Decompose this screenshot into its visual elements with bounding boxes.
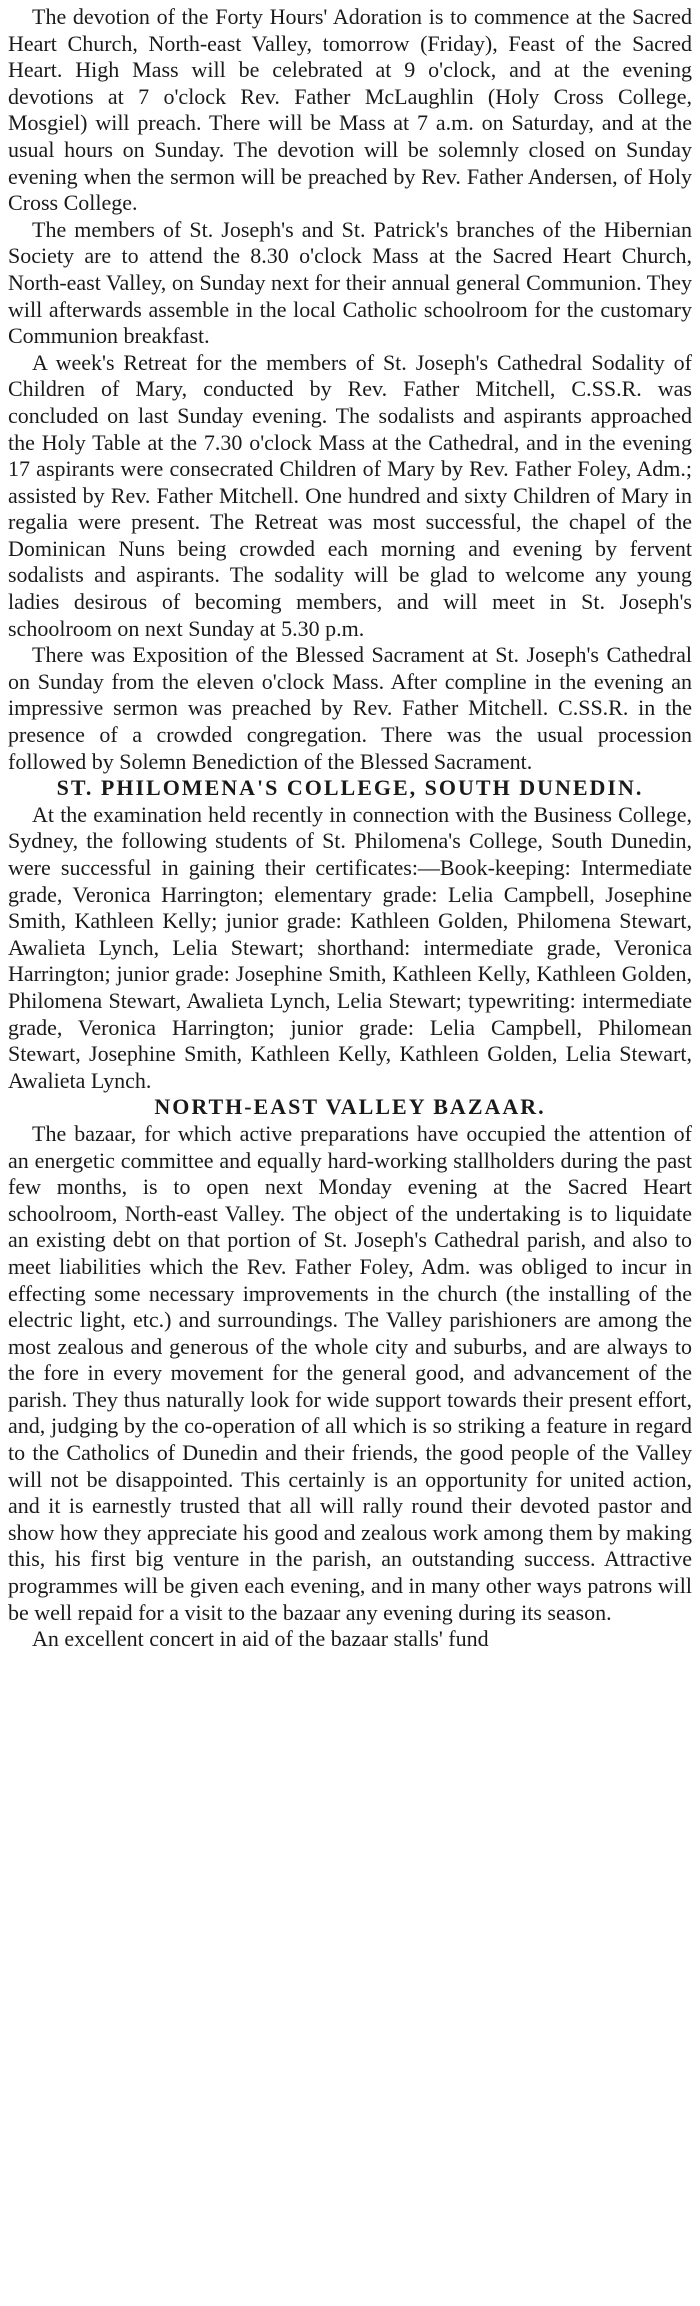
forty-hours-paragraph: The devotion of the Forty Hours' Adoration is to commence at the Sacred Heart Church, North-east Valley, tomorrow (Friday), Feast of the Sacred Heart. High Mass will be celebrated at 9 o'clock, and at the evening devotions at 7 o'clock Rev. Father McLaughlin (Holy Cross College, Mosgiel) will preach. There will be Mass at 7 a.m. on Saturday, and at the usual hours on Sunday. The devotion will be solemnly closed on Sunday evening when the sermon will be preached by Rev. Father Andersen, of Holy Cross College. — [8, 4, 692, 216]
st-philomenas-heading: ST. PHILOMENA'S COLLEGE, SOUTH DUNEDIN. — [56, 775, 644, 801]
concert-paragraph: An excellent concert in aid of the bazaar stalls' fund — [32, 1626, 489, 1652]
children-of-mary-retreat-paragraph: A week's Retreat for the members of St. Joseph's Cathedral Sodality of Children of Mary, conducted by Rev. Father Mitchell, C.SS.R. was concluded on last Sunday evening. The sodalists and aspirants approached the Holy Table at the 7.30 o'clock Mass at the Cathedral, and in the evening 17 aspirants were consecrated Children of Mary by Rev. Father Foley, Adm.; assisted by Rev. Father Mitchell. One hundred and sixty Children of Mary in regalia were present. The Retreat was most successful, the chapel of the Dominican Nuns being crowded each morning and evening by fervent sodalists and aspirants. The sodality will be glad to welcome any young ladies desirous of becoming members, and will meet in St. Joseph's schoolroom on next Sunday at 5.30 p.m. — [8, 349, 692, 641]
hibernian-society-paragraph: The members of St. Joseph's and St. Patrick's branches of the Hibernian Society are to attend the 8.30 o'clock Mass at the Sacred Heart Church, North-east Valley, on Sunday next for their annual general Communion. They will afterwards assemble in the local Catholic schoolroom for the customary Communion breakfast. — [8, 216, 692, 349]
exposition-paragraph: There was Exposition of the Blessed Sacrament at St. Joseph's Cathedral on Sunday from the eleven o'clock Mass. After compline in the evening an impressive sermon was preached by Rev. Father Mitchell. C.SS.R. in the presence of a crowded congregation. There was the usual procession followed by Solemn Benediction of the Blessed Sacrament. — [8, 642, 692, 774]
bazaar-paragraph: The bazaar, for which active preparations have occupied the attention of an energetic committee and equally hard-working stallholders during the past few months, is to open next Monday evening at the Sacred Heart schoolroom, North-east Valley. The object of the undertaking is to liquidate an existing debt on that portion of St. Joseph's Cathedral parish, and also to meet liabilities which the Rev. Father Foley, Adm. was obliged to incur in effecting some necessary improvements in the church (the installing of the electric light, etc.) and surroundings. The Valley parishioners are among the most zealous and generous of the whole city and suburbs, and are always to the fore in every movement for the general good, and advancement of the parish. They thus naturally look for wide support towards their present effort, and, judging by the co-operation of all which is so striking a feature in regard to the Catholics of Dunedin and their friends, the good people of the Valley will not be disappointed. This certainly is an opportunity for united action, and it is earnestly trusted that all will rally round their devoted pastor and show how they appreciate his good and zealous work among them by making this, his first big venture in the parish, an outstanding success. Attractive programmes will be given each evening, and in many other ways patrons will be well repaid for a visit to the bazaar any evening during its season. — [8, 1120, 692, 1625]
examination-results-paragraph: At the examination held recently in connection with the Business College, Sydney, the following students of St. Philomena's College, South Dunedin, were successful in gaining their certificates:—Book-keeping: Intermediate grade, Veronica Harrington; elementary grade: Lelia Campbell, Josephine Smith, Kathleen Kelly; junior grade: Kathleen Golden, Philomena Stewart, Awalieta Lynch, Lelia Stewart; shorthand: intermediate grade, Veronica Harrington; junior grade: Josephine Smith, Kathleen Kelly, Kathleen Golden, Philomena Stewart, Awalieta Lynch, Lelia Stewart; typewriting: intermediate grade, Veronica Harrington; junior grade: Lelia Campbell, Philomean Stewart, Josephine Smith, Kathleen Kelly, Kathleen Golden, Lelia Stewart, Awalieta Lynch. — [8, 801, 692, 1093]
bazaar-heading: NORTH-EAST VALLEY BAZAAR. — [154, 1094, 546, 1120]
